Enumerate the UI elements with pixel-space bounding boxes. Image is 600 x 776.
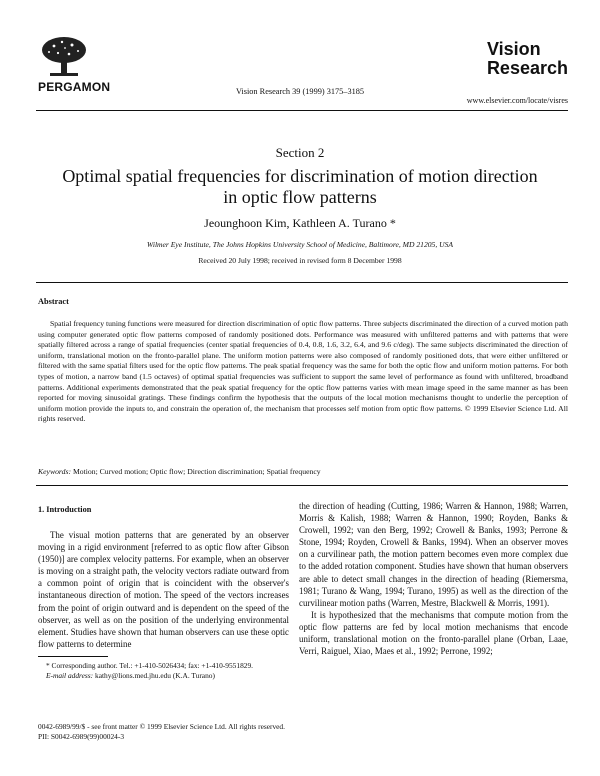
intro-right-column xyxy=(299,500,568,657)
received-dates: Received 20 July 1998; received in revised form 8 December 1998 xyxy=(198,256,402,265)
keywords xyxy=(38,467,568,476)
pii-line: PII: S0042-6989(99)00024-3 xyxy=(38,732,125,741)
journal-logo-line-2: Research xyxy=(486,58,568,78)
email-note xyxy=(38,671,289,681)
keywords-list: Motion; Curved motion; Optic flow; Direction discrimination; Spatial frequency xyxy=(72,467,321,476)
footnote xyxy=(38,661,289,681)
publisher-name: PERGAMON xyxy=(38,80,111,94)
copyright-line: 0042-6989/99/$ - see front matter © 1999 Elsevier Science Ltd. All rights reserved. xyxy=(38,722,285,731)
footnote-rule xyxy=(38,656,108,657)
intro-left-column: The visual motion patterns that are generated by an observer moving in a rigid environment [referred to as optic flow after Gibson (1950)] are complex velocity patterns. For example, when an observer is moving on a straight path, the velocity vectors radiate outward from a common point of origin that is coincident with the observer's instantaneous direction of motion. The speed of the vectors increases from the point of origin outward and is dependent on the speed of the observer, as well as on the position of the underlying environmental element. Studies have shown that human observers can use these optic flow patterns to determine xyxy=(38,530,289,649)
email-label: E-mail address: xyxy=(46,671,94,680)
corresponding-author-note: * Corresponding author. Tel.: +1-410-5026434; fax: +1-410-9551829. xyxy=(46,661,253,670)
journal-logo-line-1: Vision xyxy=(486,39,541,59)
abstract-rule xyxy=(36,485,568,486)
intro-paragraph: the direction of heading (Cutting, 1986; Warren & Hannon, 1988; Warren, Morris & Kalish, 1988; Warren & Hannon, 1990; Royden, Banks & Crowell, 1992; van den Berg, 1992; Crowell & Banks, 1993; Perrone & Stone, 1994; Royden, Crowell & Banks, 1994). When an observer moves on a curvilinear path, the motion pattern becomes even more complex due to the added rotation component. Studies have shown that human observers are able to detect small changes in the direction of heading (Riemersma, 1981; Turano & Wang, 1994; Turano, 1995) as well as the direction of the curvilinear motion paths (Warren, Mestre, Blackwell & Morris, 1991). xyxy=(299,501,568,608)
abstract-heading: Abstract xyxy=(38,297,69,306)
paper-title: Optimal spatial frequencies for discrimination of motion direction in optic flow patterns xyxy=(62,166,538,207)
journal-url[interactable]: www.elsevier.com/locate/visres xyxy=(466,96,568,105)
front-matter xyxy=(38,722,285,742)
header-rule xyxy=(36,110,568,111)
affiliation: Wilmer Eye Institute, The Johns Hopkins University School of Medicine, Baltimore, MD 21205, USA xyxy=(146,240,454,249)
journal-logo xyxy=(487,40,568,78)
intro-paragraph: It is hypothesized that the mechanisms that compute motion from the optic flow patterns are fed by local motion mechanisms that encode uniform, translational motion on the fronto-parallel plane (Orban, Laae, Verri, Raiguel, Xiao, Maes et al., 1992; Perrone, 1992; xyxy=(299,609,568,657)
email-address[interactable]: kathy@lions.med.jhu.edu (K.A. Turano) xyxy=(95,671,215,680)
journal-citation: Vision Research 39 (1999) 3175–3185 xyxy=(235,87,365,96)
section-label: Section 2 xyxy=(275,145,325,160)
pergamon-tree-logo-icon xyxy=(36,34,92,78)
title-rule xyxy=(36,282,568,283)
abstract-body: Spatial frequency tuning functions were measured for direction discrimination of optic flow patterns. Three subjects discriminated the direction of a curved motion path using computer generated optic flow patterns composed of randomly positioned dots. Performance was measured with unfiltered patterns and with patterns that were spatially filtered across a range of spatial frequencies (center spatial frequencies of 0.4, 0.8, 1.6, 3.2, 6.4, and 9.6 c/deg). The same subjects discriminated the direction of uniform, translational motion on the fronto-parallel plane. The uniform motion patterns were also composed of randomly positioned dots, that were either unfiltered or filtered with the same spatial filters used for the optic flow patterns. The peak spatial frequency was the same for both the optic flow and uniform motion patterns. For both types of motion, a narrow band (1.5 octaves) of optimal spatial frequencies was sufficient to support the same level of performance as found with unfiltered, broadband patterns. Additional experiments demonstrated that the peak spatial frequency for the optic flow patterns varies with mean image speed in the same manner as has been reported for moving sinusoidal gratings. These findings confirm the hypothesis that the outputs of the local motion mechanisms thought to underlie the perception of uniform motion provide the inputs to, and constrain the operation of, the mechanism that processes self motion from optic flow patterns. © 1999 Elsevier Science Ltd. All rights reserved. xyxy=(38,319,568,424)
author-list: Jeounghoon Kim, Kathleen A. Turano * xyxy=(204,216,396,230)
keywords-label: Keywords: xyxy=(38,467,72,476)
intro-heading: 1. Introduction xyxy=(38,505,92,514)
